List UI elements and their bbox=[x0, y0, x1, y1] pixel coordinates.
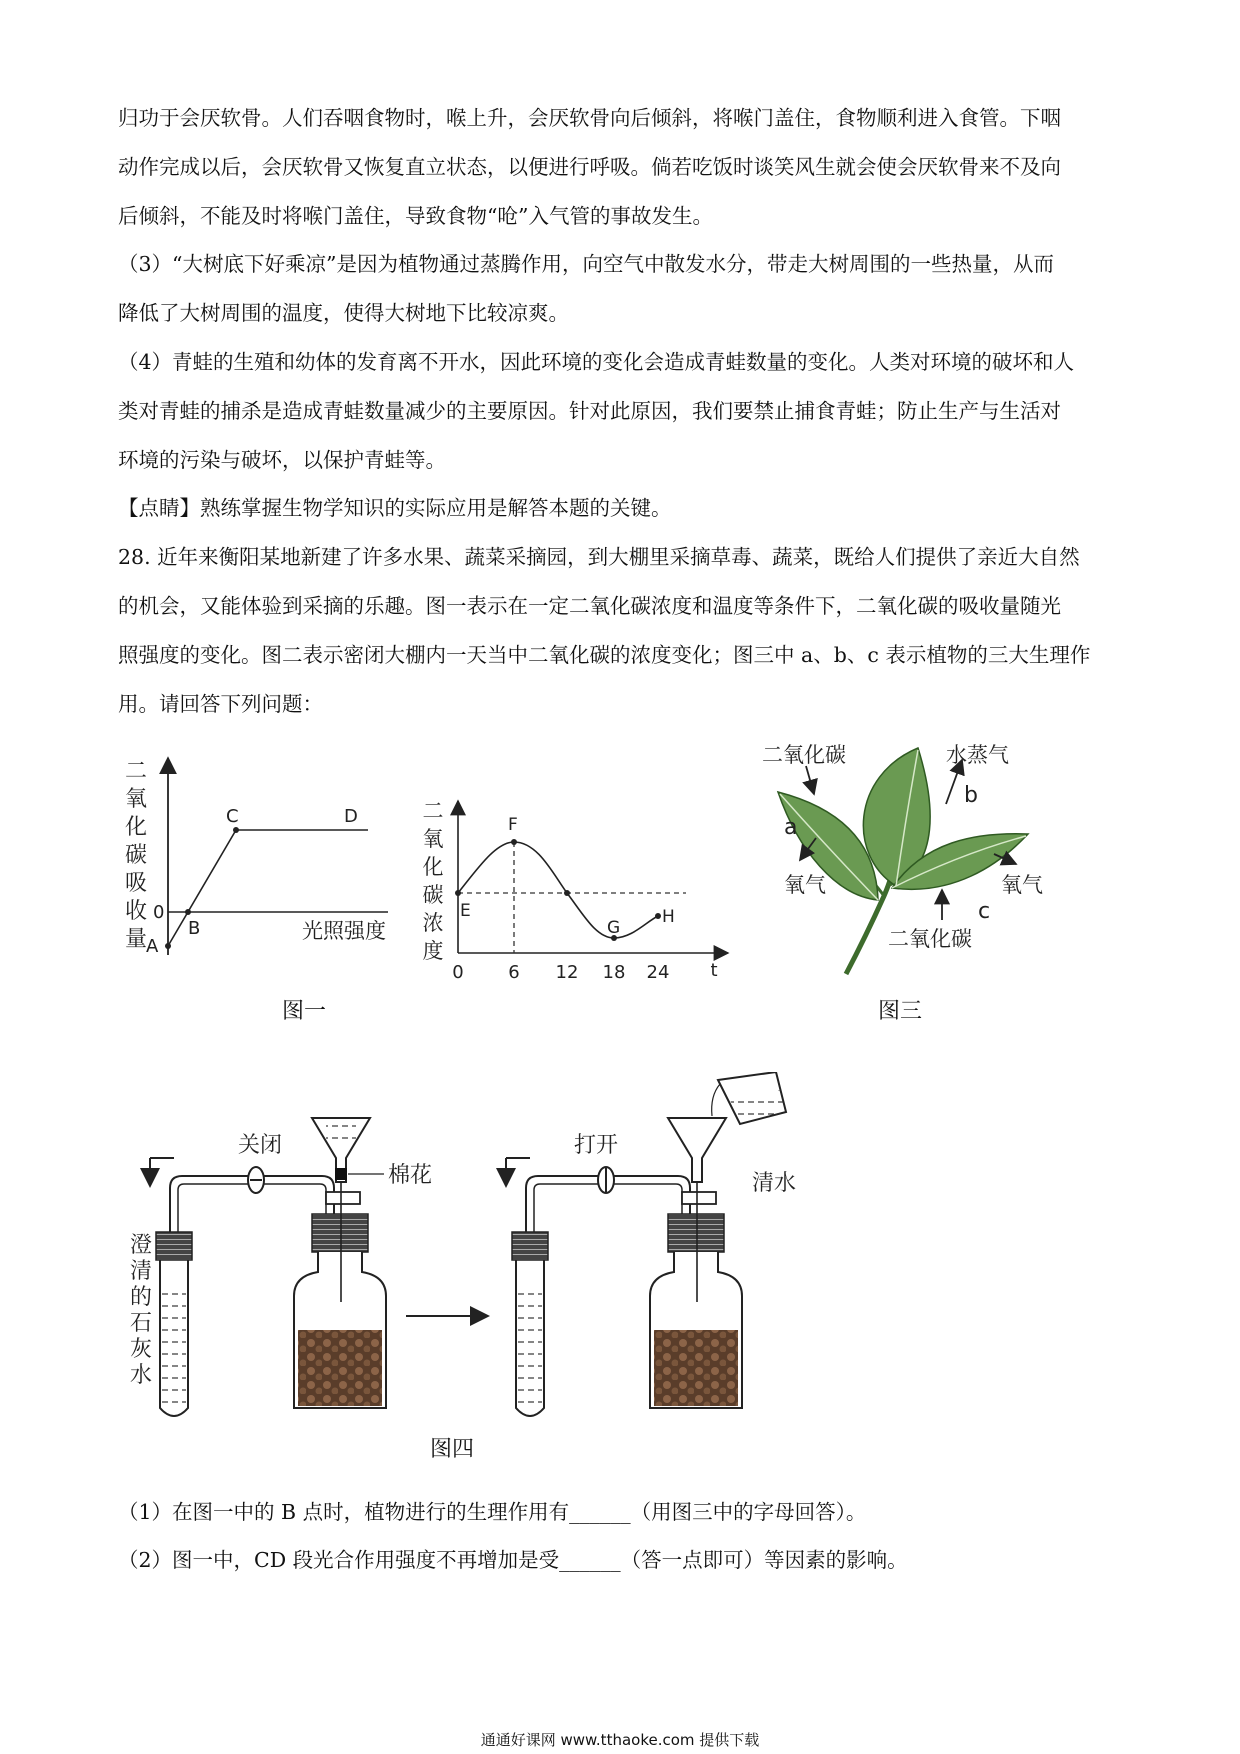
label-co2-top: 二氧化碳 bbox=[762, 743, 846, 767]
x-tick-label: 0 bbox=[452, 962, 464, 983]
test-tube-stopper bbox=[512, 1232, 548, 1260]
label-a: a bbox=[784, 815, 798, 840]
curve-ab-c bbox=[168, 830, 236, 946]
test-tube-stopper bbox=[156, 1232, 192, 1260]
point-f-label: F bbox=[508, 815, 518, 835]
text-line: （1）在图一中的 B 点时，植物进行的生理作用有______（用图三中的字母回答）。 bbox=[118, 1500, 867, 1524]
text-line: 28. 近年来衡阳某地新建了许多水果、蔬菜采摘园，到大棚里采摘草毒、蔬菜，既给人们提供了亲近大自然 bbox=[118, 545, 1080, 569]
y-label-char: 碳 bbox=[422, 883, 444, 907]
y-label-char: 碳 bbox=[124, 843, 148, 868]
setup-open bbox=[506, 1072, 786, 1416]
answer-3-paragraph bbox=[118, 240, 1128, 338]
close-label: 关闭 bbox=[238, 1133, 283, 1158]
text-line: 用。请回答下列问题： bbox=[118, 692, 323, 716]
label-water-vapor: 水蒸气 bbox=[946, 743, 1009, 767]
point-b bbox=[185, 909, 191, 915]
y-label-char: 收 bbox=[124, 899, 148, 924]
label-co2-bottom: 二氧化碳 bbox=[888, 927, 972, 951]
y-label-char: 度 bbox=[422, 939, 444, 963]
text-line: （4）青蛙的生殖和幼体的发育离不开水，因此环境的变化会造成青蛙数量的变化。人类对环境的破坏和人 bbox=[118, 350, 1075, 374]
y-label-char: 吸 bbox=[124, 871, 148, 896]
sub-question-2 bbox=[118, 1536, 1128, 1585]
open-label: 打开 bbox=[574, 1133, 619, 1158]
x-tick-label: 6 bbox=[508, 962, 520, 983]
x-tick-label: 12 bbox=[555, 962, 579, 983]
valve-side bbox=[682, 1192, 716, 1204]
valve-side bbox=[326, 1192, 360, 1204]
y-label-char: 浓 bbox=[422, 911, 444, 935]
text-line: 环境的污染与破坏，以保护青蛙等。 bbox=[118, 448, 446, 472]
text-line: 照强度的变化。图二表示密闭大棚内一天当中二氧化碳的浓度变化；图三中 a、b、c 表示植物的三大生理作 bbox=[118, 643, 1091, 667]
x-tick-label: 18 bbox=[602, 962, 626, 983]
limewater bbox=[162, 1284, 186, 1404]
text-line: 的机会，又能体验到采摘的乐趣。图一表示在一定二氧化碳浓度和温度等条件下，二氧化碳的吸收量随光 bbox=[118, 594, 1061, 618]
limewater-char: 水 bbox=[130, 1363, 153, 1388]
page-footer: 通通好课网 www.tthaoke.com 提供下载 bbox=[480, 1731, 760, 1749]
limewater-char: 灰 bbox=[130, 1337, 153, 1362]
x-axis-label: t bbox=[710, 960, 718, 981]
point-e-label: E bbox=[460, 901, 471, 921]
pour-stream bbox=[712, 1084, 720, 1116]
y-label-char: 氧 bbox=[124, 787, 148, 812]
point-a-label: A bbox=[146, 936, 159, 957]
point-c-label: C bbox=[226, 806, 239, 827]
y-label-char: 化 bbox=[124, 815, 148, 840]
label-o2-right: 氧气 bbox=[1001, 873, 1043, 897]
figure-2-co2-concentration-graph bbox=[418, 796, 734, 996]
limewater bbox=[518, 1284, 542, 1404]
point-h-label: H bbox=[662, 907, 675, 927]
co2-in-arrow-top bbox=[806, 766, 814, 794]
text-line: （2）图一中，CD 段光合作用强度不再增加是受______（答一点即可）等因素的影响。 bbox=[118, 1548, 908, 1572]
text-line: 归功于会厌软骨。人们吞咽食物时，喉上升，会厌软骨向后倾斜，将喉门盖住，食物顺利进入食管。下咽 bbox=[118, 106, 1061, 130]
point-e bbox=[455, 890, 461, 896]
point-h bbox=[655, 913, 661, 919]
y-label-char: 氧 bbox=[422, 827, 444, 851]
text-line: 后倾斜，不能及时将喉门盖住，导致食物“呛”入气管的事故发生。 bbox=[118, 204, 713, 228]
funnel bbox=[668, 1118, 726, 1182]
figure-4-caption: 图四 bbox=[430, 1437, 475, 1462]
seeds bbox=[654, 1330, 738, 1406]
text-line: （3）“大树底下好乘凉”是因为植物通过蒸腾作用，向空气中散发水分，带走大树周围的一些热量，从而 bbox=[118, 252, 1055, 276]
y-label-char: 二 bbox=[422, 799, 444, 823]
comment-line bbox=[118, 484, 1128, 533]
sub-question-1 bbox=[118, 1488, 1128, 1537]
point-d-label: D bbox=[344, 806, 358, 827]
question-28-paragraph bbox=[118, 533, 1128, 729]
setup-closed bbox=[150, 1118, 386, 1416]
bottle-stopper bbox=[668, 1214, 724, 1252]
cotton-plug bbox=[335, 1168, 347, 1180]
text-line: 类对青蛙的捕杀是造成青蛙数量减少的主要原因。针对此原因，我们要禁止捕食青蛙；防止生产与生活对 bbox=[118, 399, 1061, 423]
text-line: 动作完成以后，会厌软骨又恢复直立状态，以便进行呼吸。倘若吃饭时谈笑风生就会使会厌软骨来不及向 bbox=[118, 155, 1061, 179]
figure-1-co2-uptake-graph bbox=[120, 750, 420, 960]
point-b-label: B bbox=[188, 918, 201, 939]
x-axis-label: 光照强度 bbox=[302, 919, 386, 943]
text-line: 降低了大树周围的温度，使得大树地下比较凉爽。 bbox=[118, 301, 569, 325]
intro-paragraph bbox=[118, 94, 1128, 241]
bottle-stopper bbox=[312, 1214, 368, 1252]
limewater-char: 的 bbox=[130, 1285, 153, 1310]
y-label-char: 二 bbox=[124, 759, 148, 784]
label-b: b bbox=[964, 783, 978, 808]
point-mid bbox=[564, 890, 570, 896]
answer-4-paragraph bbox=[118, 338, 1128, 485]
y-label-char: 化 bbox=[422, 855, 444, 879]
point-g-label: G bbox=[607, 918, 621, 938]
label-c: c bbox=[978, 899, 991, 924]
cotton-label: 棉花 bbox=[388, 1163, 433, 1188]
funnel-liquid bbox=[326, 1124, 356, 1144]
text-line: 【点睛】熟练掌握生物学知识的实际应用是解答本题的关键。 bbox=[118, 496, 672, 520]
y-label-char: 量 bbox=[124, 927, 148, 952]
limewater-char: 澄 bbox=[130, 1233, 153, 1258]
point-a bbox=[165, 943, 171, 949]
figure-3-plant-leaf-diagram bbox=[756, 736, 1086, 976]
figure-4-experiment-apparatus bbox=[130, 1072, 810, 1424]
water-label: 清水 bbox=[752, 1171, 797, 1196]
limewater-char: 清 bbox=[130, 1259, 153, 1284]
x-tick-label: 24 bbox=[646, 962, 670, 983]
seeds bbox=[298, 1330, 382, 1406]
limewater-char: 石 bbox=[130, 1311, 153, 1336]
point-c bbox=[233, 827, 239, 833]
concentration-curve bbox=[458, 842, 658, 938]
label-o2-left: 氧气 bbox=[784, 873, 826, 897]
zero-label: 0 bbox=[153, 902, 165, 923]
point-f bbox=[511, 839, 517, 845]
figure-3-caption: 图三 bbox=[878, 999, 923, 1024]
figure-1-caption: 图一 bbox=[282, 999, 327, 1024]
